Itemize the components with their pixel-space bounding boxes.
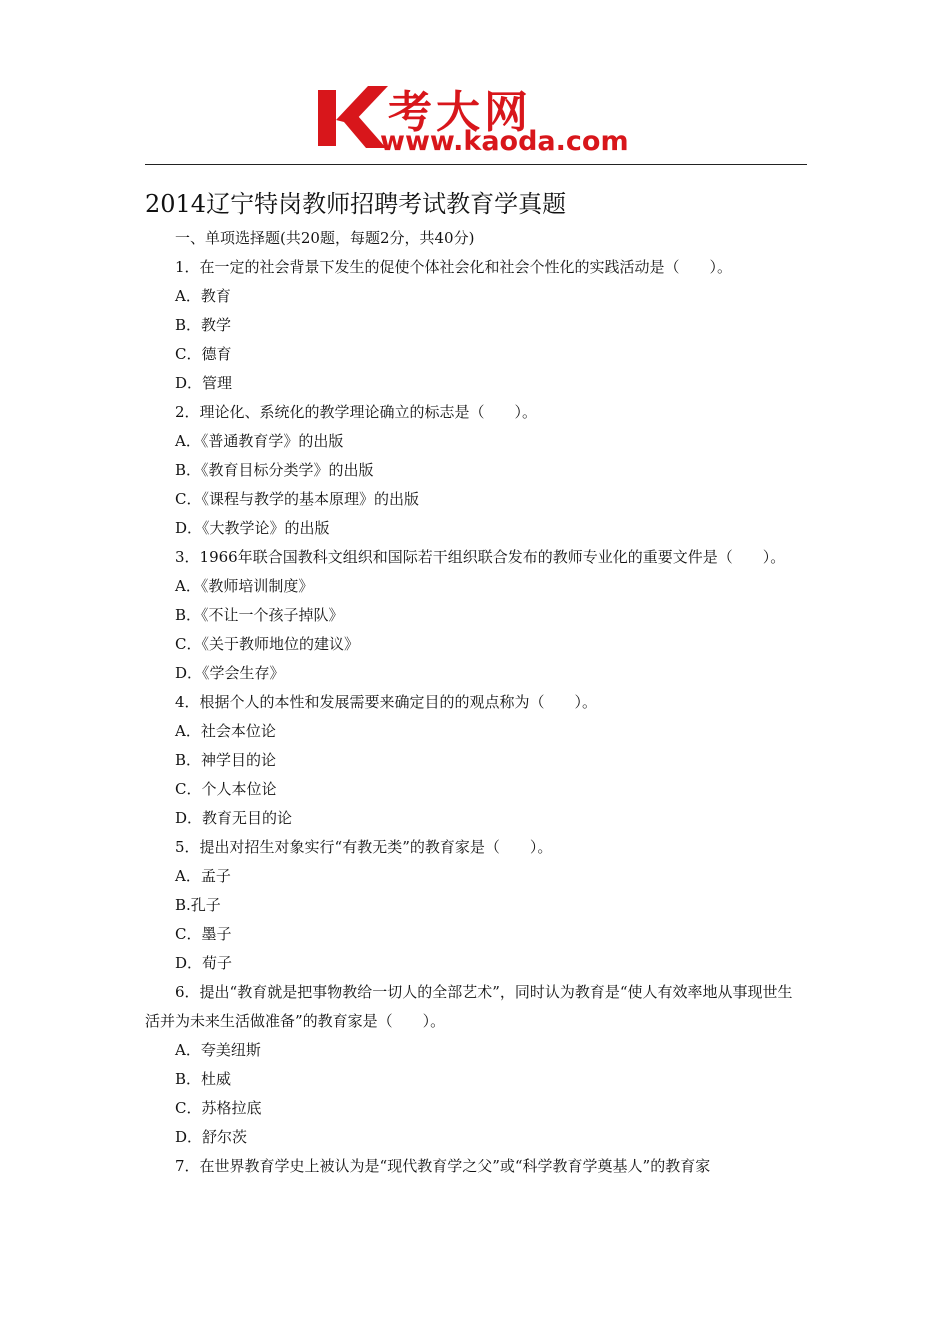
answer-option: A．孟子	[175, 867, 231, 885]
answer-option: C．墨子	[175, 925, 232, 943]
answer-option: B．《教育目标分类学》的出版	[175, 461, 374, 479]
exam-content	[145, 224, 807, 1181]
header-divider	[145, 164, 807, 165]
answer-option: C．《关于教师地位的建议》	[175, 635, 359, 653]
logo-chinese-text: 考大网	[388, 87, 532, 138]
answer-option: A．《教师培训制度》	[175, 577, 314, 595]
document-title: 2014辽宁特岗教师招聘考试教育学真题	[145, 190, 567, 218]
question-stem: 2．理论化、系统化的教学理论确立的标志是（ ）。	[175, 403, 538, 421]
section-heading: 一、单项选择题(共20题，每题2分，共40分)	[175, 229, 475, 247]
logo-url-text: www.kaoda.com	[380, 126, 629, 157]
answer-option: B.孔子	[175, 896, 221, 914]
kaoda-logo	[318, 82, 648, 162]
question-stem: 1．在一定的社会背景下发生的促使个体社会化和社会个性化的实践活动是（ ）。	[175, 258, 733, 276]
answer-option: A．社会本位论	[175, 722, 276, 740]
answer-option: B．神学目的论	[175, 751, 277, 769]
answer-option: D．《学会生存》	[175, 664, 285, 682]
answer-option: B．杜威	[175, 1070, 232, 1088]
answer-option: D．舒尔茨	[175, 1128, 248, 1146]
answer-option: C．个人本位论	[175, 780, 277, 798]
question-stem: 3．1966年联合国教科文组织和国际若干组织联合发布的教师专业化的重要文件是（ ）。	[175, 548, 786, 566]
answer-option: D．《大教学论》的出版	[175, 519, 330, 537]
answer-option: C．德育	[175, 345, 232, 363]
answer-option: D．荀子	[175, 954, 233, 972]
answer-option: A．《普通教育学》的出版	[175, 432, 344, 450]
answer-option: B．《不让一个孩子掉队》	[175, 606, 344, 624]
question-stem: 7．在世界教育学史上被认为是“现代教育学之父”或“科学教育学奠基人”的教育家	[175, 1157, 711, 1175]
question-list	[145, 253, 807, 1181]
question-stem: 6．提出“教育就是把事物教给一切人的全部艺术”，同时认为教育是“使人有效率地从事现世生活并为未来生活做准备”的教育家是（ ）。	[145, 983, 793, 1030]
answer-option: C．苏格拉底	[175, 1099, 262, 1117]
question-stem: 5．提出对招生对象实行“有教无类”的教育家是（ ）。	[175, 838, 553, 856]
answer-option: B．教学	[175, 316, 232, 334]
answer-option: A．教育	[175, 287, 231, 305]
answer-option: D．教育无目的论	[175, 809, 293, 827]
answer-option: C．《课程与教学的基本原理》的出版	[175, 490, 419, 508]
answer-option: A．夸美纽斯	[175, 1041, 261, 1059]
answer-option: D．管理	[175, 374, 233, 392]
question-stem: 4．根据个人的本性和发展需要来确定目的的观点称为（ ）。	[175, 693, 598, 711]
